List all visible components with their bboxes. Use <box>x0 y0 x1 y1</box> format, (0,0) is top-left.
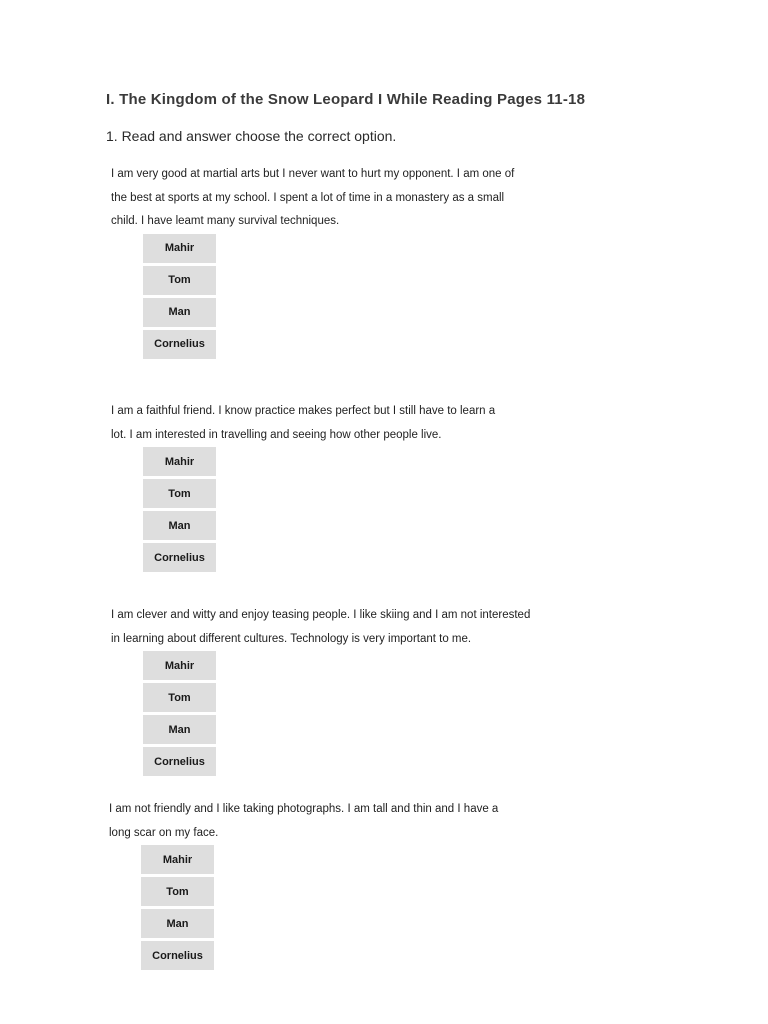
option-tom[interactable]: Tom <box>143 266 216 295</box>
option-man[interactable]: Man <box>143 511 216 540</box>
page-title: I. The Kingdom of the Snow Leopard I While Reading Pages 11-18 <box>106 91 586 108</box>
question-2-line-2: lot. I am interested in travelling and seeing how other people live. <box>111 428 442 441</box>
question-4-options <box>141 845 498 970</box>
question-1-line-1: I am very good at martial arts but I never want to hurt my opponent. I am one of <box>111 168 515 180</box>
option-tom[interactable]: Tom <box>143 479 216 508</box>
question-4-text <box>109 798 498 845</box>
question-1-options <box>143 234 514 359</box>
question-3-text <box>111 604 530 651</box>
question-1 <box>111 163 514 362</box>
option-man[interactable]: Man <box>143 298 216 327</box>
question-3-line-2: in learning about different cultures. Technology is very important to me. <box>111 632 472 645</box>
option-cornelius[interactable]: Cornelius <box>143 330 216 359</box>
option-mahir[interactable]: Mahir <box>141 845 214 874</box>
question-1-line-3: child. I have leamt many survival techniques. <box>111 215 340 227</box>
option-tom[interactable]: Tom <box>143 683 216 712</box>
question-3-line-1: I am clever and witty and enjoy teasing people. I like skiing and I am not interested <box>111 609 531 621</box>
option-man[interactable]: Man <box>143 715 216 744</box>
option-cornelius[interactable]: Cornelius <box>141 941 214 970</box>
option-mahir[interactable]: Mahir <box>143 447 216 476</box>
instruction-text: 1. Read and answer choose the correct option. <box>106 128 397 144</box>
question-2-text <box>111 400 495 447</box>
question-4 <box>109 798 498 973</box>
question-4-line-1: I am not friendly and I like taking photographs. I am tall and thin and I have a <box>109 803 499 815</box>
option-man[interactable]: Man <box>141 909 214 938</box>
option-mahir[interactable]: Mahir <box>143 651 216 680</box>
question-1-line-2: the best at sports at my school. I spent a lot of time in a monastery as a small <box>111 191 505 204</box>
question-2-line-1: I am a faithful friend. I know practice makes perfect but I still have to learn a <box>111 405 496 417</box>
question-1-text <box>111 163 514 234</box>
question-3 <box>111 604 530 779</box>
option-tom[interactable]: Tom <box>141 877 214 906</box>
option-mahir[interactable]: Mahir <box>143 234 216 263</box>
question-3-options <box>143 651 530 776</box>
question-4-line-2: long scar on my face. <box>109 826 219 839</box>
option-cornelius[interactable]: Cornelius <box>143 747 216 776</box>
question-2 <box>111 400 495 575</box>
option-cornelius[interactable]: Cornelius <box>143 543 216 572</box>
question-2-options <box>143 447 495 572</box>
